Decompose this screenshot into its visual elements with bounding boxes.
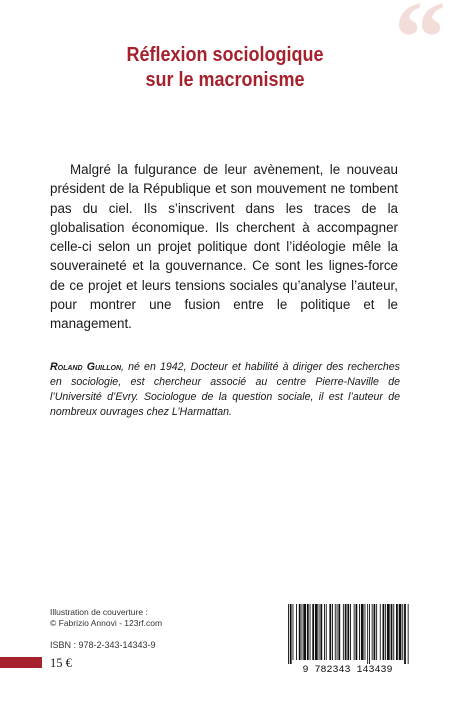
barcode-bar (367, 604, 368, 664)
barcode-bar (374, 604, 376, 660)
barcode-bar (335, 604, 336, 660)
barcode-bar (288, 604, 289, 664)
barcode-bar (302, 604, 303, 660)
book-summary: Malgré la fulgurance de leur avènement, le nouveau président de la République et son mouvement ne tombent pas du ciel. Ils s’inscrivent dans les traces de la globalisation économique. Ils cherchent à accompagner celle-ci selon un projet politique dont l’idéologie mêle la souveraineté et la gouvernance. Ce sont les lignes-force de ce projet et leurs tensions sociales qu’analyse l’auteur, pour montrer une fusion entre le politique et le management. (50, 162, 398, 332)
barcode-bar (310, 604, 311, 660)
barcode-bar (359, 604, 360, 660)
barcode-bar (307, 604, 309, 660)
barcode-bar (380, 604, 381, 660)
title-line-2: sur le macronisme (145, 69, 305, 92)
barcode-bar (350, 604, 351, 660)
book-title (98, 43, 352, 93)
author-bio (50, 360, 400, 420)
barcode-bar (356, 604, 358, 660)
barcode-bar (345, 604, 347, 660)
accent-bar (0, 657, 42, 668)
barcode-bar (408, 604, 409, 664)
credit-line-2: © Fabrizio Annovi - 123rf.com (50, 618, 163, 628)
barcode-bar (387, 604, 390, 660)
barcode-bar (376, 604, 377, 660)
barcode-bar (399, 604, 402, 660)
author-name: Roland Guillon (50, 361, 121, 373)
barcode-bar (319, 604, 320, 660)
decorative-quote-icon: “ (394, 0, 446, 95)
barcode (280, 604, 415, 674)
barcode-bar (393, 604, 394, 660)
barcode-bar (385, 604, 386, 660)
price-label: 15 € (50, 656, 72, 670)
barcode-digits: 9 782343 143439 (302, 665, 393, 674)
cover-credit (50, 607, 162, 629)
isbn-text: ISBN : 978-2-343-14343-9 (50, 640, 156, 650)
barcode-bar (326, 604, 327, 660)
barcode-bar (299, 604, 301, 660)
barcode-bar (343, 604, 344, 660)
barcode-bar (365, 604, 366, 660)
barcode-bar (329, 604, 331, 660)
barcode-bar (312, 604, 314, 660)
barcode-bar (320, 604, 322, 660)
barcode-bar (391, 604, 393, 660)
author-bio-text: , né en 1942, Docteur et habilité à diriger des recherches en sociologie, est chercheur associé au centre Pierre-Naville de l’Université d’Evry. Sociologue de la question sociale, il est l’auteur de nombreux ouvrages chez L’Harmattan. (50, 361, 400, 418)
barcode-bar (296, 604, 297, 660)
barcode-bar (354, 604, 355, 660)
barcode-bar (332, 604, 333, 660)
barcode-bar (383, 604, 385, 660)
barcode-bar (402, 604, 403, 660)
barcode-bar (290, 604, 292, 664)
barcode-bar (337, 604, 338, 660)
barcode-bar (303, 604, 306, 660)
barcode-bar (404, 604, 406, 664)
barcode-bar (369, 604, 370, 664)
barcode-bar (361, 604, 364, 660)
barcode-bar (293, 604, 294, 660)
barcode-bar (396, 604, 398, 660)
barcode-bar (372, 604, 373, 660)
title-line-1: Réflexion sociologique (126, 44, 324, 67)
barcode-bar (338, 604, 340, 660)
barcode-bar (324, 604, 325, 660)
credit-line-1: Illustration de couverture : (50, 607, 148, 617)
barcode-bar (315, 604, 318, 660)
barcode-bar (347, 604, 349, 660)
